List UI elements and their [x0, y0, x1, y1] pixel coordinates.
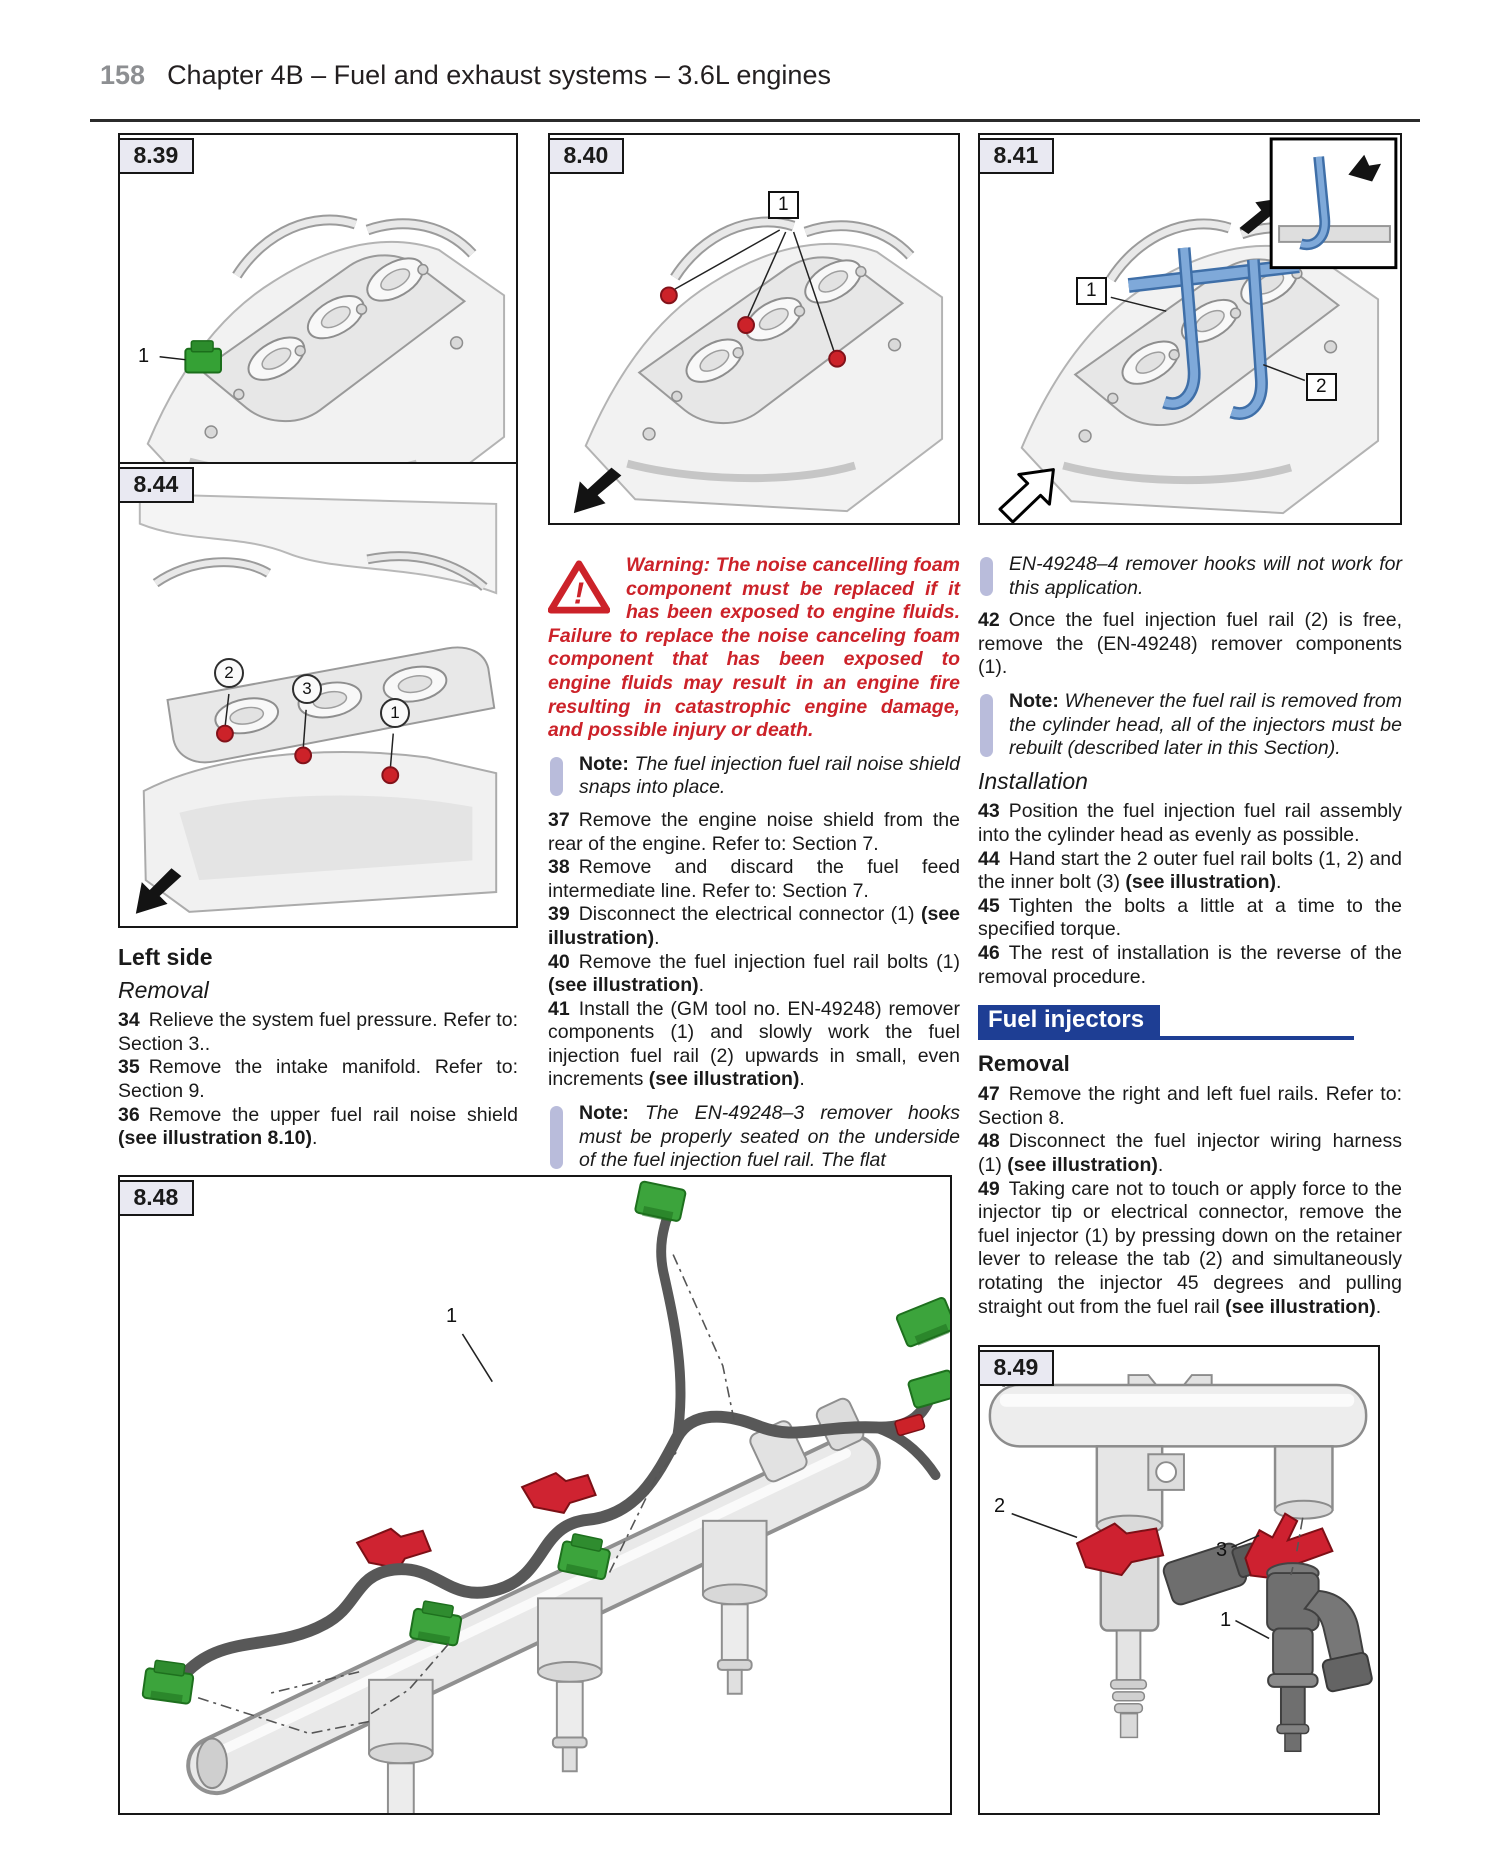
svg-text:!: !	[573, 575, 585, 611]
note-text: Note: The EN-49248–3 remover hooks must be properly seated on the underside of the fuel injection fuel rail. The flat	[579, 1102, 960, 1172]
procedure-step: 45 Tighten the bolts a little at a time to the specified torque.	[978, 894, 1402, 941]
note-text: EN-49248–4 remover hooks will not work for this application.	[1009, 553, 1402, 599]
fuel-injectors-section	[978, 1005, 1354, 1040]
column-left	[118, 946, 518, 1151]
warning-block: ! Warning: The noise cancelling foam component must be replaced if it has been exposed to engine fluids. Failure to replace the noise canceling foam component that has been exposed to engine fluids may result in an engine fire resulting in catastrophic engine damage, and possible injury or death.	[548, 554, 960, 742]
figure-8-44	[118, 462, 518, 928]
figure-8-48	[118, 1175, 952, 1815]
fuel-rail-harness-illustration	[120, 1177, 950, 1813]
section-heading: Fuel injectors	[978, 1005, 1160, 1036]
callout-1: 1	[1220, 1609, 1232, 1631]
note-text: Note: The fuel injection fuel rail noise shield snaps into place.	[579, 752, 960, 799]
procedure-step: 41 Install the (GM tool no. EN-49248) remover components (1) and slowly work the fuel injection fuel rail (2) upwards in small, even increments (see illustration).	[548, 997, 960, 1091]
callout-1: 1	[768, 191, 799, 219]
removal-heading: Removal	[978, 1050, 1070, 1076]
procedure-step: 37 Remove the engine noise shield from the rear of the engine. Refer to: Section 7.	[548, 808, 960, 855]
procedure-step: 47 Remove the right and left fuel rails. Refer to: Section 8.	[978, 1083, 1402, 1129]
fuel-injector-illustration	[980, 1347, 1378, 1813]
callout-2: 2	[1306, 373, 1337, 401]
bottom-injector	[1267, 1563, 1373, 1751]
figure-8-49	[978, 1345, 1380, 1815]
callout-3: 3	[292, 674, 322, 704]
callout-1: 1	[446, 1305, 458, 1327]
left-side-heading: Left side	[118, 944, 213, 970]
callout-3: 3	[1216, 1539, 1228, 1561]
direction-arrow-icon	[1000, 470, 1053, 522]
procedure-step: 42 Once the fuel injection fuel rail (2) is free, remove the (EN-49248) remover components (1).	[978, 609, 1402, 679]
procedure-step: 34 Relieve the system fuel pressure. Refer to: Section 3..	[118, 1009, 518, 1055]
callout-2: 2	[214, 658, 244, 688]
note-bar-icon	[550, 757, 563, 796]
procedure-step: 49 Taking care not to touch or apply force to the injector tip or electrical connector, remove the fuel injector (1) by pressing down on the retainer lever to release the tab (2) and simultaneously rotating the injector 45 degrees and pulling straight out from the fuel rail (see illustration).	[978, 1177, 1402, 1318]
chapter-title: Chapter 4B – Fuel and exhaust systems – 3.6L engines	[167, 60, 831, 90]
note-block	[548, 753, 960, 800]
procedure-step: 46 The rest of installation is the reverse of the removal procedure.	[978, 941, 1402, 988]
page-header	[100, 60, 831, 91]
removal-subheading: Removal	[118, 976, 209, 1003]
figure-label: 8.48	[118, 1180, 195, 1216]
engine-illustration	[980, 135, 1400, 523]
figure-label: 8.44	[118, 467, 195, 503]
leader-line	[462, 1334, 492, 1382]
note-block	[548, 1102, 960, 1173]
left-injector	[1077, 1524, 1265, 1738]
procedure-step: 48 Disconnect the fuel injector wiring harness (1) (see illustration).	[978, 1130, 1402, 1177]
figure-8-40	[548, 133, 960, 525]
callout-2: 2	[994, 1495, 1006, 1517]
figure-8-41	[978, 133, 1402, 525]
note-text: Note: Whenever the fuel rail is removed from the cylinder head, all of the injectors must be rebuilt (described later in this Section).	[1009, 689, 1402, 760]
column-right	[978, 543, 1402, 1319]
direction-arrow-icon	[574, 468, 622, 514]
engine-illustration	[550, 135, 958, 523]
red-connector	[894, 1414, 925, 1436]
callout-1: 1	[380, 698, 410, 728]
procedure-step: 40 Remove the fuel injection fuel rail bolts (1) (see illustration).	[548, 950, 960, 997]
leader-line	[160, 357, 186, 360]
procedure-step: 43 Position the fuel injection fuel rail assembly into the cylinder head as evenly as possible.	[978, 800, 1402, 846]
figure-label: 8.39	[118, 138, 195, 174]
procedure-step: 35 Remove the intake manifold. Refer to: Section 9.	[118, 1056, 518, 1102]
procedure-step: 39 Disconnect the electrical connector (1) (see illustration).	[548, 903, 960, 949]
procedure-step: 38 Remove and discard the fuel feed intermediate line. Refer to: Section 7.	[548, 856, 960, 902]
warning-triangle-icon	[548, 559, 610, 622]
procedure-step: 36 Remove the upper fuel rail noise shield (see illustration 8.10).	[118, 1103, 518, 1150]
callout-1: 1	[1076, 277, 1107, 305]
installation-subheading: Installation	[978, 767, 1088, 794]
red-clips	[357, 1473, 596, 1568]
note-bar-icon	[550, 1106, 563, 1169]
note-bar-icon	[980, 557, 993, 596]
page-number: 158	[100, 60, 146, 90]
procedure-step: 44 Hand start the 2 outer fuel rail bolts (1, 2) and the inner bolt (3) (see illustration).	[978, 847, 1402, 894]
figure-label: 8.40	[548, 138, 625, 174]
figure-label: 8.41	[978, 138, 1055, 174]
column-middle	[548, 548, 960, 1182]
header-rule	[90, 119, 1420, 122]
callout-1: 1	[138, 345, 150, 367]
inset-box	[1271, 139, 1396, 268]
note-bar-icon	[980, 694, 993, 757]
note-block	[978, 690, 1402, 761]
figure-label: 8.49	[978, 1350, 1055, 1386]
note-block	[978, 553, 1402, 600]
